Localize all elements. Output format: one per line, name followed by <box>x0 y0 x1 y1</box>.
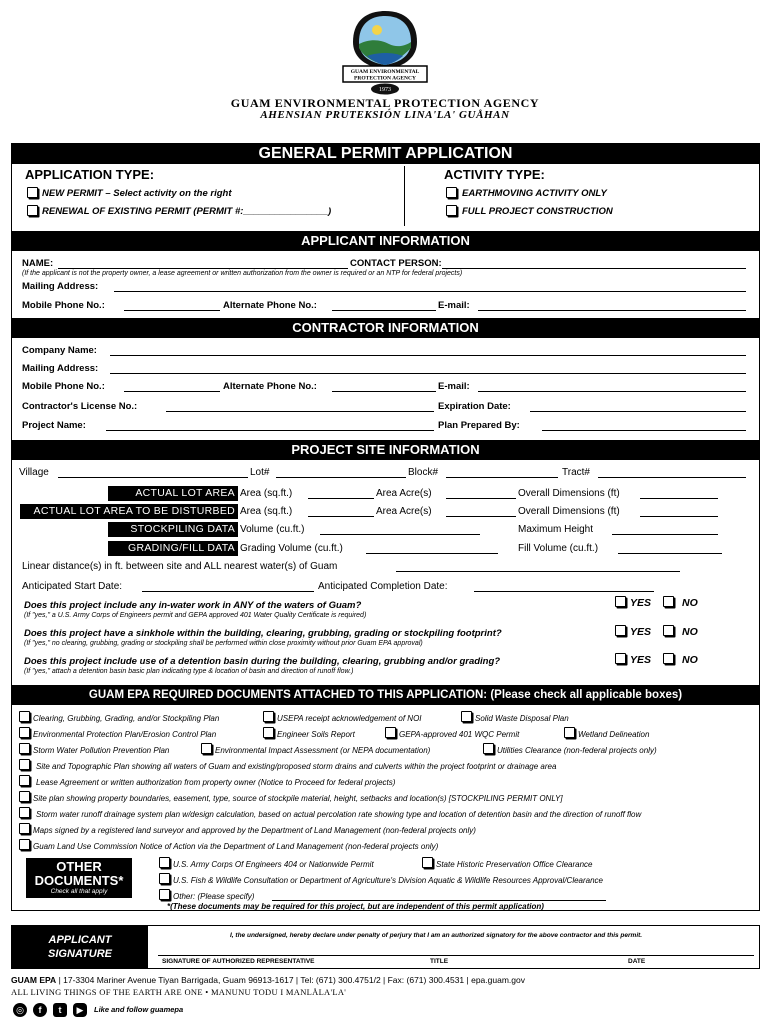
disturbed-dimensions-field[interactable] <box>640 516 718 517</box>
earthmoving-label: EARTHMOVING ACTIVITY ONLY <box>462 188 607 199</box>
other-fish-wildlife-checkbox[interactable] <box>159 873 170 884</box>
sinkhole-yes-label: YES <box>630 626 652 638</box>
doc-usepa-noi-label: USEPA receipt acknowledgement of NOI <box>277 714 422 723</box>
agency-name: GUAM ENVIRONMENTAL PROTECTION AGENCY <box>230 96 540 110</box>
applicant-email-field[interactable] <box>478 310 746 311</box>
doc-wqc-permit-label: GEPA-approved 401 WQC Permit <box>399 730 520 739</box>
contractor-email-field[interactable] <box>478 391 746 392</box>
doc-site-plan-checkbox[interactable] <box>19 759 30 770</box>
tract-field[interactable] <box>598 477 746 478</box>
signature-label: SIGNATURE OF AUTHORIZED REPRESENTATIVE <box>162 958 315 965</box>
lot-area-acres-field[interactable] <box>446 498 516 499</box>
doc-maps-label: Maps signed by a registered land surveyor and approved by the Department of Land Management (non-federal projects only) <box>33 826 476 835</box>
start-date-field[interactable] <box>142 591 314 592</box>
renewal-label: RENEWAL OF EXISTING PERMIT (PERMIT #:________________) <box>42 206 332 217</box>
applicant-name-field[interactable] <box>58 268 348 269</box>
detention-yes-checkbox[interactable] <box>615 653 626 664</box>
other-specify-checkbox[interactable] <box>159 889 170 900</box>
facebook-icon[interactable]: f <box>33 1003 47 1017</box>
applicant-signature-tag <box>12 926 148 968</box>
doc-drainage-checkbox[interactable] <box>19 807 30 818</box>
lot-dimensions-field[interactable] <box>640 498 718 499</box>
applicant-mailing-field[interactable] <box>114 291 746 292</box>
other-404-label: U.S. Army Corps Of Engineers 404 or Nationwide Permit <box>173 860 374 869</box>
check-all-note: Check all that apply <box>50 888 108 895</box>
agency-sub-name: AHENSIAN PRUTEKSIÓN LINA'LA' GUÅHAN <box>260 109 510 121</box>
doc-swppp-checkbox[interactable] <box>19 743 30 754</box>
detention-question: Does this project include use of a detention basin during the building, clearing, grubbing and/or grading? <box>24 656 501 667</box>
stockpile-volume-field[interactable] <box>320 534 480 535</box>
doc-lease-label: Lease Agreement or written authorization from property owner (Notice to Proceed for federal projects) <box>36 778 396 787</box>
doc-stockpile-plan-checkbox[interactable] <box>19 791 30 802</box>
lot-area-sqft-label: Area (sq.ft.) <box>240 488 293 499</box>
instagram-icon[interactable]: ◎ <box>13 1003 27 1017</box>
completion-date-field[interactable] <box>474 591 654 592</box>
stockpiling-data-tag: STOCKPILING DATA <box>108 522 238 537</box>
contractor-mobile-field[interactable] <box>124 391 220 392</box>
doc-soils-report-checkbox[interactable] <box>263 727 274 738</box>
fill-volume-field[interactable] <box>618 553 722 554</box>
doc-eia-checkbox[interactable] <box>201 743 212 754</box>
linear-distance-label: Linear distance(s) in ft. between site and ALL nearest water(s) of Guam <box>22 561 338 572</box>
applicant-mobile-field[interactable] <box>124 310 220 311</box>
signature-tag-line-2: SIGNATURE <box>48 948 112 960</box>
disturbed-area-acres-field[interactable] <box>446 516 516 517</box>
applicant-note: (If the applicant is not the property owner, a lease agreement or written authorization from the owner is required or an NTP for federal projects) <box>22 270 463 277</box>
svg-text:1973: 1973 <box>379 87 391 93</box>
expiration-date-field[interactable] <box>530 411 746 412</box>
signature-declaration: I, the undersigned, hereby declare under penalty of perjury that I am an authorized signatory for the above contractor and this permit. <box>230 932 643 939</box>
new-permit-checkbox[interactable] <box>27 187 38 198</box>
lot-area-acres-label: Area Acre(s) <box>376 488 432 499</box>
doc-clearing-plan-label: Clearing, Grubbing, Grading, and/or Stockpiling Plan <box>33 714 220 723</box>
other-shpo-checkbox[interactable] <box>422 857 433 868</box>
renewal-checkbox[interactable] <box>27 205 38 216</box>
footer-address-text: | 17-3304 Mariner Avenue Tiyan Barrigada, Guam 96913-1617 | Tel: (671) 300.4751/2 | Fax: (671) 300.4531 | epa.guam.gov <box>58 975 525 985</box>
project-name-label: Project Name: <box>22 420 86 431</box>
other-specify-field[interactable] <box>272 900 606 901</box>
sinkhole-question: Does this project have a sinkhole within the building, clearing, grubbing, grading or stockpiling footprint? <box>24 628 502 639</box>
license-no-label: Contractor's License No.: <box>22 401 138 412</box>
applicant-alt-phone-field[interactable] <box>332 310 436 311</box>
disturbed-area-sqft-label: Area (sq.ft.) <box>240 506 293 517</box>
other-specify-label: Other: (Please specify) <box>173 892 255 901</box>
signature-field[interactable] <box>158 955 754 956</box>
other-documents-tag <box>26 858 132 898</box>
doc-utilities-checkbox[interactable] <box>483 743 494 754</box>
applicant-email-label: E-mail: <box>438 300 470 311</box>
contractor-mailing-label: Mailing Address: <box>22 363 99 374</box>
detention-note: (If "yes," attach a detention basin basic plan indicating type & location of basin and direction of runoff flow.) <box>24 668 354 675</box>
lot-label: Lot# <box>250 467 270 478</box>
completion-date-label: Anticipated Completion Date: <box>318 581 448 592</box>
applicant-alt-phone-label: Alternate Phone No.: <box>223 300 317 311</box>
in-water-no-label: NO <box>682 597 698 609</box>
contractor-mailing-field[interactable] <box>110 373 746 374</box>
doc-site-plan-label: Site and Topographic Plan showing all waters of Guam and existing/proposed storm drains and culverts within the project footprint or drainage area <box>36 762 557 771</box>
doc-solid-waste-label: Solid Waste Disposal Plan <box>475 714 569 723</box>
disturbed-area-acres-label: Area Acre(s) <box>376 506 432 517</box>
in-water-yes-checkbox[interactable] <box>615 596 626 607</box>
doc-clearing-plan-checkbox[interactable] <box>19 711 30 722</box>
doc-wetland-label: Wetland Delineation <box>578 730 650 739</box>
grading-fill-data-tag: GRADING/FILL DATA <box>108 541 238 556</box>
applicant-section-heading: APPLICANT INFORMATION <box>12 231 759 251</box>
block-field[interactable] <box>446 477 558 478</box>
contractor-email-label: E-mail: <box>438 381 470 392</box>
other-shpo-label: State Historic Preservation Office Clearance <box>436 860 593 869</box>
in-water-no-checkbox[interactable] <box>663 596 674 607</box>
sinkhole-no-checkbox[interactable] <box>663 625 674 636</box>
footer-org: GUAM EPA <box>11 975 57 985</box>
project-site-heading: PROJECT SITE INFORMATION <box>12 440 759 460</box>
twitter-icon[interactable]: t <box>53 1003 67 1017</box>
expiration-date-label: Expiration Date: <box>438 401 511 412</box>
plan-prepared-label: Plan Prepared By: <box>438 420 520 431</box>
maximum-height-field[interactable] <box>612 534 718 535</box>
detention-no-checkbox[interactable] <box>663 653 674 664</box>
doc-lease-checkbox[interactable] <box>19 775 30 786</box>
full-project-label: FULL PROJECT CONSTRUCTION <box>462 206 613 217</box>
tract-label: Tract# <box>562 467 590 478</box>
earthmoving-checkbox[interactable] <box>446 187 457 198</box>
doc-swppp-label: Storm Water Pollution Prevention Plan <box>33 746 170 755</box>
doc-wetland-checkbox[interactable] <box>564 727 575 738</box>
applicant-name-label: NAME: <box>22 258 54 269</box>
contact-person-label: CONTACT PERSON: <box>350 258 442 269</box>
other-documents-title-1: OTHER <box>56 859 102 874</box>
village-label: Village <box>19 467 49 478</box>
signature-box <box>11 925 760 969</box>
doc-wqc-permit-checkbox[interactable] <box>385 727 396 738</box>
contact-person-field[interactable] <box>442 268 746 269</box>
activity-type-heading: ACTIVITY TYPE: <box>444 167 545 182</box>
actual-lot-area-tag: ACTUAL LOT AREA <box>108 486 238 501</box>
footer-motto: ALL LIVING THINGS OF THE EARTH ARE ONE • MANUNU TODU I MANLÅLA'LA' <box>11 987 347 997</box>
doc-stockpile-plan-label: Site plan showing property boundaries, easement, type, source of stockpile material, height, setbacks and location(s) [STOCKPILING PERMIT ONLY] <box>33 794 563 803</box>
other-documents-title-2: DOCUMENTS* <box>34 873 124 888</box>
doc-drainage-label: Storm water runoff drainage system plan w/design calculation, based on actual percolation rate showing type and location of detention basin and the direction of runoff flow <box>36 810 642 819</box>
svg-text:PROTECTION AGENCY: PROTECTION AGENCY <box>354 75 416 82</box>
footer-address <box>11 975 525 985</box>
documents-heading: GUAM EPA REQUIRED DOCUMENTS ATTACHED TO THIS APPLICATION: (Please check all applicable boxes) <box>12 685 759 705</box>
grading-volume-field[interactable] <box>366 553 498 554</box>
detention-yes-label: YES <box>630 654 652 666</box>
block-label: Block# <box>408 467 439 478</box>
disturbed-area-sqft-field[interactable] <box>308 516 374 517</box>
actual-lot-disturbed-tag: ACTUAL LOT AREA TO BE DISTURBED <box>20 504 238 519</box>
application-type-heading: APPLICATION TYPE: <box>25 167 155 182</box>
youtube-icon[interactable]: ▶ <box>73 1003 87 1017</box>
disturbed-dimensions-label: Overall Dimensions (ft) <box>518 506 620 517</box>
in-water-yes-label: YES <box>630 597 652 609</box>
svg-text:GUAM ENVIRONMENTAL: GUAM ENVIRONMENTAL <box>350 69 420 75</box>
other-documents-note: *(These documents may be required for this project, but are independent of this permit application) <box>167 902 544 911</box>
doc-epp-label: Environmental Protection Plan/Erosion Control Plan <box>33 730 217 739</box>
sinkhole-no-label: NO <box>682 626 698 638</box>
license-no-field[interactable] <box>166 411 434 412</box>
company-name-field[interactable] <box>110 355 746 356</box>
contractor-mobile-label: Mobile Phone No.: <box>22 381 105 392</box>
project-name-field[interactable] <box>106 430 434 431</box>
other-404-checkbox[interactable] <box>159 857 170 868</box>
detention-no-label: NO <box>682 654 698 666</box>
contractor-alt-phone-field[interactable] <box>332 391 436 392</box>
doc-land-use-label: Guam Land Use Commission Notice of Action via the Department of Land Management (non-federal projects only) <box>33 842 439 851</box>
contractor-alt-phone-label: Alternate Phone No.: <box>223 381 317 392</box>
permit-form <box>11 143 760 911</box>
stockpile-volume-label: Volume (cu.ft.) <box>240 524 305 535</box>
company-name-label: Company Name: <box>22 345 97 356</box>
lot-area-sqft-field[interactable] <box>308 498 374 499</box>
in-water-question: Does this project include any in-water work in ANY of the waters of Guam? <box>24 600 362 611</box>
doc-soils-report-label: Engineer Soils Report <box>277 730 355 739</box>
grading-volume-label: Grading Volume (cu.ft.) <box>240 543 343 554</box>
doc-usepa-noi-checkbox[interactable] <box>263 711 274 722</box>
applicant-mobile-label: Mobile Phone No.: <box>22 300 105 311</box>
contractor-section-heading: CONTRACTOR INFORMATION <box>12 318 759 338</box>
doc-solid-waste-checkbox[interactable] <box>461 711 472 722</box>
fill-volume-label: Fill Volume (cu.ft.) <box>518 543 599 554</box>
doc-utilities-label: Utilities Clearance (non-federal projects only) <box>497 746 657 755</box>
linear-distance-field[interactable] <box>396 571 680 572</box>
doc-land-use-checkbox[interactable] <box>19 839 30 850</box>
doc-epp-checkbox[interactable] <box>19 727 30 738</box>
social-follow-text: Like and follow guamepa <box>94 1005 184 1014</box>
applicant-mailing-label: Mailing Address: <box>22 281 99 292</box>
agency-seal <box>337 8 433 98</box>
new-permit-label: NEW PERMIT – Select activity on the right <box>42 188 232 199</box>
in-water-note: (If "yes," a U.S. Army Corps of Engineers permit and GEPA approved 401 Water Quality Certificate is required) <box>24 612 367 619</box>
sinkhole-yes-checkbox[interactable] <box>615 625 626 636</box>
doc-eia-label: Environmental Impact Assessment (or NEPA documentation) <box>215 746 431 755</box>
doc-maps-checkbox[interactable] <box>19 823 30 834</box>
lot-field[interactable] <box>276 477 406 478</box>
start-date-label: Anticipated Start Date: <box>22 581 123 592</box>
maximum-height-label: Maximum Height <box>518 524 594 535</box>
lot-dimensions-label: Overall Dimensions (ft) <box>518 488 620 499</box>
date-label: DATE <box>628 958 646 965</box>
plan-prepared-field[interactable] <box>542 430 746 431</box>
full-project-checkbox[interactable] <box>446 205 457 216</box>
signature-tag-line-1: APPLICANT <box>48 934 112 946</box>
village-field[interactable] <box>58 477 248 478</box>
title-label: TITLE <box>430 958 449 965</box>
other-fish-wildlife-label: U.S. Fish & Wildlife Consultation or Department of Agriculture's Division Aquatic & Wildlife Resources Approval/Clearance <box>173 876 604 885</box>
form-title: GENERAL PERMIT APPLICATION <box>12 144 759 164</box>
sinkhole-note: (If "yes," no clearing, grubbing, grading or stockpiling shall be performed within close proximity without prior Guam EPA approval) <box>24 640 423 647</box>
divider <box>404 166 405 226</box>
